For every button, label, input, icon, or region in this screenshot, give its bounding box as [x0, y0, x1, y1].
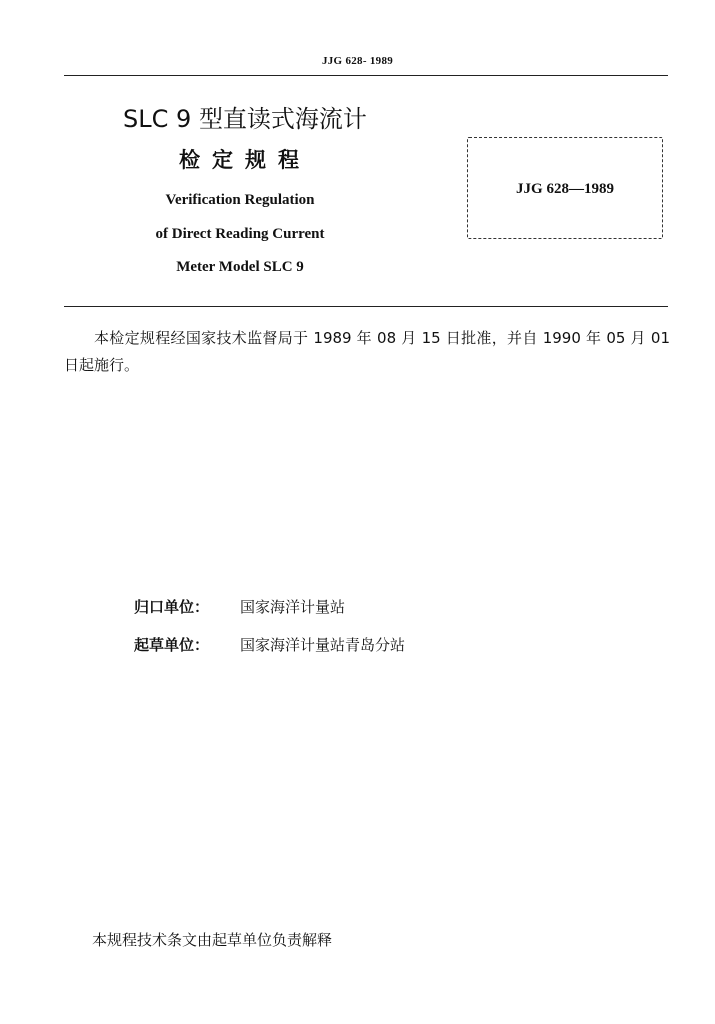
drafting-unit-row	[134, 634, 405, 655]
responsible-unit-value: 国家海洋计量站	[240, 598, 346, 616]
responsible-unit-row	[134, 596, 345, 617]
standard-code-box	[467, 137, 663, 239]
title-chinese: SLC 9 型直读式海流计	[123, 105, 367, 133]
title-english-line-3: Meter Model SLC 9	[176, 259, 304, 275]
title-block-rule	[64, 306, 668, 307]
running-header-code: JJG 628- 1989	[321, 55, 394, 67]
header-rule	[64, 75, 668, 76]
responsible-unit-label: 归口单位：	[134, 598, 210, 616]
drafting-unit-value: 国家海洋计量站青岛分站	[240, 636, 406, 654]
interpretation-note: 本规程技术条文由起草单位负责解释	[92, 931, 333, 949]
drafting-unit-label: 起草单位：	[134, 636, 210, 654]
subtitle-chinese: 检定规程	[179, 148, 311, 172]
approval-statement: 本检定规程经国家技术监督局于 1989 年 08 月 15 日批准，并自 1990 年 05 月 01 日起施行。	[64, 329, 670, 374]
title-english-line-2: of Direct Reading Current	[155, 226, 325, 242]
standard-code: JJG 628—1989	[516, 181, 614, 197]
title-english-line-1: Verification Regulation	[165, 192, 315, 208]
